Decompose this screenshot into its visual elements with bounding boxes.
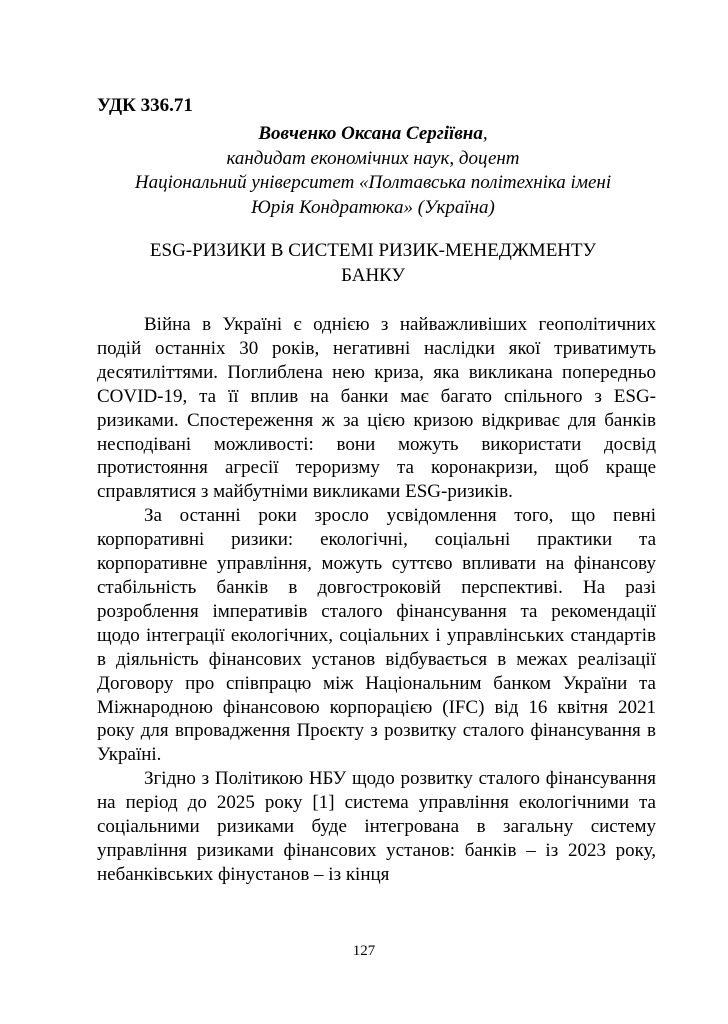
paragraph-1: Війна в Україні є однією з найважливіших геополітичних подій останніх 30 років, негативні наслідки якої триватимуть десятиліттями. Поглиблена нею криза, яка викликана попередньо COVID-19, та її вплив на банки має багато спільного з ESG-ризиками. Спостереження ж за цією кризою відкриває для банків несподівані можливості: вони можуть використати досвід протистояння агресії тероризму та коронакризи, щоб краще справлятися з майбутніми викликами ESG-ризиків. — [97, 314, 656, 503]
author-name: Вовченко Оксана Сергіївна — [258, 123, 483, 144]
paper-title-line-2: БАНКУ — [341, 264, 405, 286]
author-position: кандидат економічних наук, доцент — [226, 147, 520, 169]
author-affiliation-line-2: Юрія Кондратюка» (Україна) — [251, 196, 495, 218]
author-affiliation-line-1: Національний університет «Полтавська політехніка імені — [134, 172, 612, 193]
page-number: 127 — [352, 943, 376, 959]
author-name-line — [90, 122, 656, 147]
paper-title — [90, 239, 656, 288]
body-text — [97, 313, 656, 887]
paper-title-line-1: ESG-РИЗИКИ В СИСТЕМІ РИЗИК-МЕНЕДЖМЕНТУ — [149, 240, 597, 261]
author-name-suffix: , — [482, 123, 488, 144]
author-block — [90, 122, 656, 220]
paragraph-2: За останні роки зросло усвідомлення того, що певні корпоративні ризики: екологічні, соціальні практики та корпоративне управління, можуть суттєво впливати на фінансову стабільність банків в довгостроковій перспективі. На разі розроблення імперативів сталого фінансування та рекомендації щодо інтеграції екологічних, соціальних і управлінських стандартів в діяльність фінансових установ відбувається в межах реалізації Договору про співпрацю між Національним банком України та Міжнародною фінансовою корпорацією (IFC) від 16 квітня 2021 року для впровадження Проєкту з розвитку сталого фінансування в Україні. — [97, 505, 656, 766]
paragraph-3: Згідно з Політикою НБУ щодо розвитку сталого фінансування на період до 2025 року [1] система управління екологічними та соціальними ризиками буде інтегрована в загальну систему управління ризиками фінансових установ: банків – із 2023 року, небанківських фінустанов – із кінця — [97, 768, 656, 885]
udk-code: УДК 336.71 — [97, 95, 193, 116]
